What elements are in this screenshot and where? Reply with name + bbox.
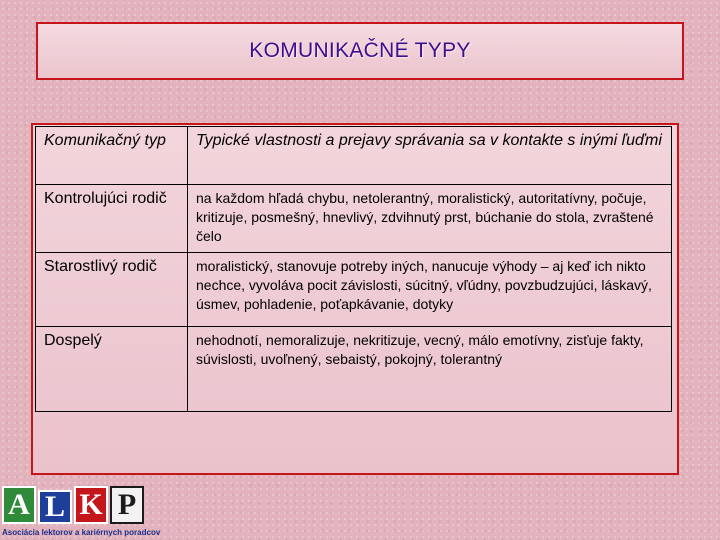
alkp-logo [0,484,160,540]
table-row [36,185,672,253]
logo-letter-p: P [110,486,144,524]
header-cell-type: Komunikačný typ [36,127,188,185]
traits-cell: nehodnotí, nemoralizuje, nekritizuje, vecný, málo emotívny, zisťuje fakty, súvislosti, uvoľnený, sebaistý, pokojný, tolerantný [188,327,672,412]
traits-cell: moralistický, stanovuje potreby iných, nanucuje výhody – aj keď ich nikto nechce, vyvoláva pocit závislosti, súcitný, vľúdny, povzbudzujúci, láskavý, úsmev, pohladenie, poťapkávanie, dotyky [188,253,672,327]
logo-letter-a: A [2,486,36,524]
logo-caption: Asociácia lektorov a kariérnych poradcov [2,528,161,537]
traits-cell: na každom hľadá chybu, netolerantný, moralistický, autoritatívny, počuje, kritizuje, posmešný, hnevlivý, zdvihnutý prst, búchanie do stola, zvraštené čelo [188,185,672,253]
type-cell: Starostlivý rodič [36,253,188,327]
table-row [36,327,672,412]
table-row [36,253,672,327]
communication-types-table [35,126,672,412]
logo-letters [2,486,146,524]
logo-letter-l: L [38,490,72,524]
logo-letter-k: K [74,486,108,524]
table-header-row [36,127,672,185]
header-cell-traits: Typické vlastnosti a prejavy správania sa v kontakte s inými ľuďmi [188,127,672,185]
type-cell: Dospelý [36,327,188,412]
page-title: KOMUNIKAČNÉ TYPY [249,39,471,62]
type-cell: Kontrolujúci rodič [36,185,188,253]
title-banner [36,22,684,80]
